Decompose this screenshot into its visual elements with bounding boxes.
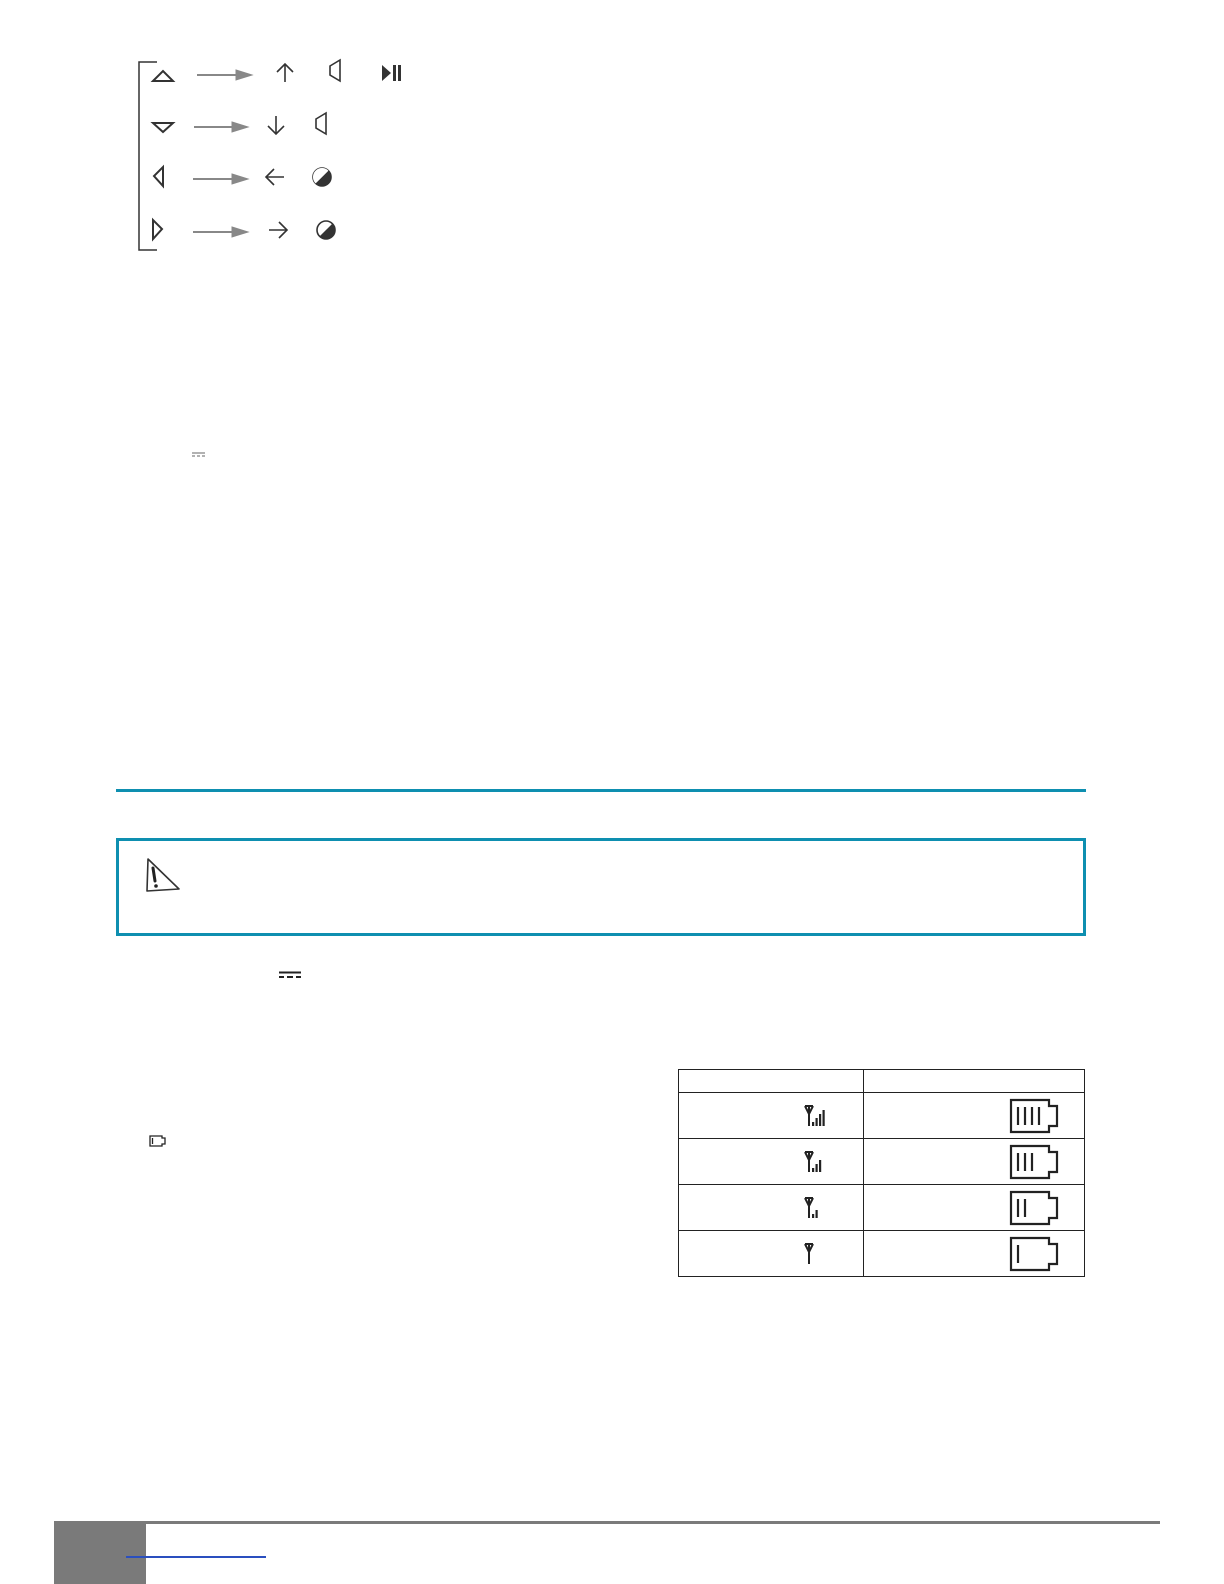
- left-triangle-icon: [154, 167, 163, 186]
- signal-svg: [804, 1242, 826, 1266]
- signal-cell: [679, 1139, 864, 1185]
- battery-svg: [1009, 1144, 1061, 1180]
- table-header-cell: [679, 1070, 864, 1093]
- contrast-icon: [313, 168, 331, 186]
- battery-cell: [864, 1139, 1085, 1185]
- battery-1-bar-icon: [1009, 1236, 1061, 1272]
- signal-2-bars-icon: [804, 1196, 826, 1220]
- play-pause-icon: [382, 65, 401, 81]
- warning-icon: [144, 857, 184, 895]
- battery-3-bars-icon: [1009, 1144, 1061, 1180]
- arrow-down-icon: [268, 116, 284, 134]
- signal-4-bars-icon: [804, 1104, 826, 1128]
- right-triangle-icon: [153, 220, 162, 239]
- volume-icon: [330, 60, 340, 81]
- signal-svg: [804, 1196, 826, 1220]
- signal-3-bars-icon: [804, 1150, 826, 1174]
- warning-box: [116, 838, 1086, 936]
- table-row: [679, 1231, 1085, 1277]
- contrast-icon: [317, 221, 335, 239]
- signal-bar: [816, 1210, 818, 1218]
- battery-icon: [149, 1135, 169, 1147]
- battery-2-bars-icon: [1009, 1190, 1061, 1226]
- signal-bar: [816, 1118, 818, 1126]
- battery-svg: [1009, 1190, 1061, 1226]
- mapping-arrow: [193, 227, 248, 237]
- page-number-tab: [54, 1523, 146, 1584]
- mapping-arrow: [194, 122, 248, 132]
- arrow-up-icon: [277, 64, 293, 82]
- volume-icon: [316, 113, 326, 134]
- footer-rule: [54, 1521, 1160, 1524]
- battery-svg: [1009, 1098, 1061, 1134]
- signal-svg: [804, 1150, 826, 1174]
- mapping-arrow: [197, 70, 252, 80]
- signal-bar: [812, 1214, 814, 1218]
- signal-0-bars-icon: [804, 1242, 826, 1266]
- down-triangle-icon: [153, 123, 173, 132]
- signal-svg: [804, 1104, 826, 1128]
- battery-svg: [1009, 1236, 1061, 1272]
- battery-4-bars-icon: [1009, 1098, 1061, 1134]
- arrow-right-icon: [269, 222, 287, 238]
- table-header-cell: [864, 1070, 1085, 1093]
- table-row: [679, 1139, 1085, 1185]
- signal-bar: [812, 1168, 814, 1172]
- signal-bar: [812, 1122, 814, 1126]
- battery-cell: [864, 1231, 1085, 1277]
- table-row: [679, 1093, 1085, 1139]
- key-mapping-svg: [0, 0, 460, 270]
- signal-bar: [819, 1160, 821, 1172]
- up-triangle-icon: [153, 71, 173, 81]
- section-divider: [116, 789, 1086, 792]
- dc-symbol-icon: [279, 971, 303, 979]
- table-header-row: [679, 1070, 1085, 1093]
- mapping-arrow: [193, 174, 248, 184]
- signal-battery-table: [678, 1069, 1085, 1277]
- signal-bar: [819, 1114, 821, 1126]
- key-mapping-diagram: [0, 0, 460, 270]
- signal-bar: [823, 1110, 825, 1126]
- arrow-left-icon: [266, 169, 284, 185]
- footer-link-underline[interactable]: [126, 1556, 266, 1558]
- table-row: [679, 1185, 1085, 1231]
- battery-cell: [864, 1185, 1085, 1231]
- signal-bar: [816, 1164, 818, 1172]
- signal-cell: [679, 1185, 864, 1231]
- battery-cell: [864, 1093, 1085, 1139]
- signal-cell: [679, 1231, 864, 1277]
- dc-symbol-icon: [192, 452, 206, 458]
- signal-cell: [679, 1093, 864, 1139]
